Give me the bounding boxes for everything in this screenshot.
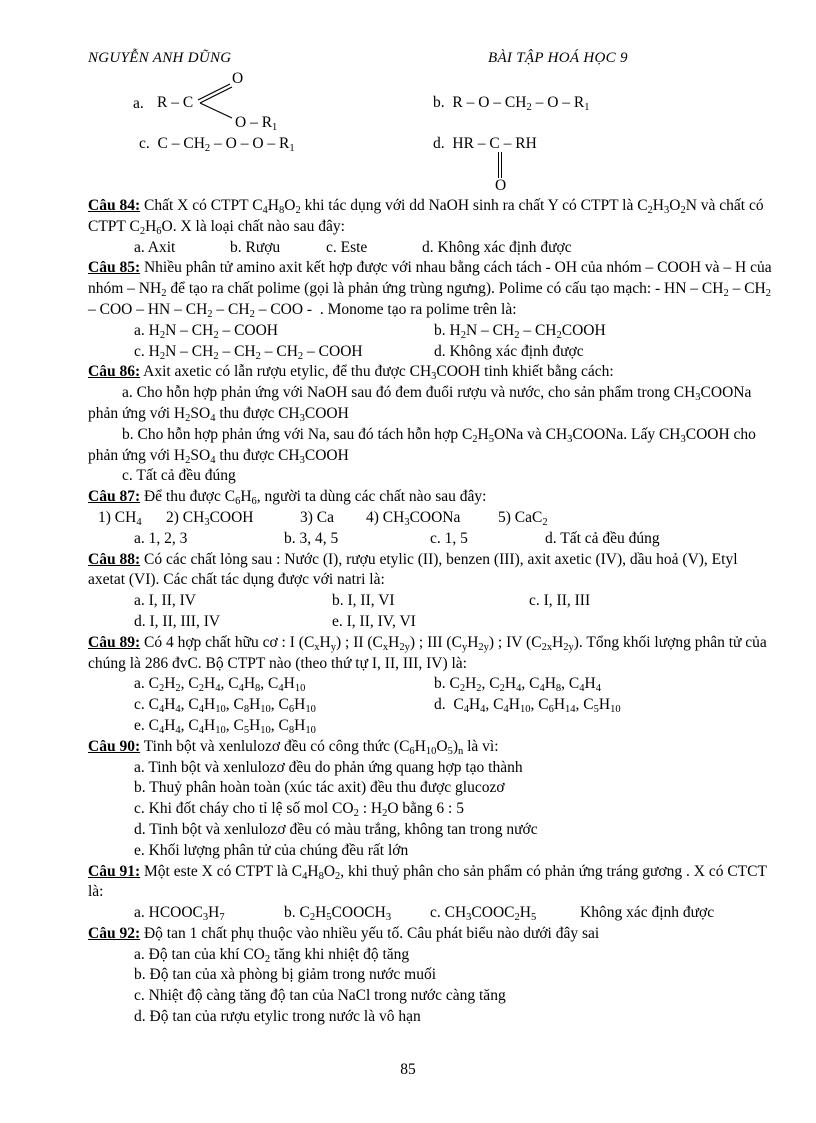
question-84: Câu 84: Chất X có CTPT $C_4H_8O_2$ khi tác dụng với dd NaOH sinh ra chất Y có CTPT là $C_2H_3O_2N$ và chất có CTPT $C_2H_6O$. X là loại chất nào sau đây: a. Axit b. Rượu c. Este d. Không xác định được <box>88 197 764 256</box>
question-89: Câu 89: Có 4 hợp chất hữu cơ : I $(C_xH_y)$ ; II $(C_xH_{2y})$ ; III $(C_yH_{2y})$ ; IV $(C_{2x}H_{2y})$. Tổng khối lượng phân tử của chúng là 286 đvC. Bộ CTPT nào (theo thứ tự I, II, III, IV) là: a. $C_2H_2$, $C_2H_4$, $C_4H_8$, $C_4H_{10}$ b. $C_2H_2$, $C_2H_4$, $C_4H_8$, $C_4H_4$ c. $C_4H_4$, $C_4H_{10}$, $C_8H_{10}$, $C_6H_{10}$ d. $C_4H_4$, $C_4H_{10}$, $C_6H_{14}$, $C_5H_{10}$ e. $C_4H_4$, $C_4H_{10}$, $C_5H_{10}$, $C_8H_{10}$ <box>88 633 767 736</box>
option-83b-formula: b. R – O – $CH_2$ – O – $R_1$ <box>433 94 590 113</box>
question-86: Câu 86: Axit axetic có lẫn rượu etylic, để thu được $CH_3COOH$ tinh khiết bằng cách: a. Cho hỗn hợp phản ứng với NaOH sau đó đem đuổi rượu và nước, cho sản phẩm trong $CH_3COONa$ phản ứng với $H_2SO_4$ thu được $CH_3COOH$ b. Cho hỗn hợp phản ứng với Na, sau đó tách hỗn hợp $C_2H_5ONa$ và $CH_3COONa$. Lấy $CH_3COOH$ cho phản ứng với $H_2SO_4$ thu được $CH_3COOH$ c. Tất cả đều đúng <box>88 363 756 485</box>
question-88: Câu 88: Có các chất lỏng sau : Nước (I), rượu etylic (II), benzen (III), axit axetic (IV), dầu hoả (V), Etyl axetat (VI). Các chất tác dụng được với natri là: a. I, II, IV b. I, II, VI c. I, II, III d. I, II, III, IV e. I, II, IV, VI <box>88 550 738 630</box>
question-91: Câu 91: Một este X có CTPT là $C_4H_8O_2$, khi thuỷ phân cho sản phẩm có phản ứng tráng gương . X có CTCT là: a. $HCOOC_3H_7$ b. $C_2H_5COOCH_3$ c. $CH_3COOC_2H_5$ Không xác định được <box>88 862 767 924</box>
question-87: Câu 87: Để thu được $C_6H_6$, người ta dùng các chất nào sau đây: 1) $CH_4$ 2) $CH_3COOH$ 3) Ca 4) $CH_3COONa$ 5) CaC$_2$ a. 1, 2, 3 b. 3, 4, 5 c. 1, 5 d. Tất cả đều đúng <box>88 488 660 547</box>
formula-oxygen: O <box>232 70 244 87</box>
question-90: Câu 90: Tinh bột và xenlulozơ đều có công thức $(C_6H_{10}O_5)_n$ là vì: a. Tinh bột và xenlulozơ đều do phản ứng quang hợp tạo thành b. Thuỷ phân hoàn toàn (xúc tác axit) đều thu được glucozơ c. Khi đốt cháy cho tỉ lệ số mol $CO_2$ : $H_2O$ bằng 6 : 5 d. Tinh bột và xenlulozơ đều có màu trắng, không tan trong nước e. Khối lượng phân tử của chúng đều rất lớn <box>88 737 538 859</box>
formula-text: R – C <box>157 94 194 111</box>
header-author: NGUYỄN ANH DŨNG <box>88 50 232 66</box>
question-85: Câu 85: Nhiều phân tử amino axit kết hợp được với nhau bằng cách tách - OH của nhóm – COOH và – H của nhóm – $NH_2$ để tạo ra chất polime (gọi là phản ứng trùng ngưng). Polime có cấu tạo mạch: - HN – $CH_2 - CH_2$ – COO – HN – $CH_2 - CH_2$ – COO - . Monome tạo ra polime trên là: a. $H_2N - CH_2$ – COOH b. $H_2N - CH_2$ – $CH_2COOH$ c. $H_2N - CH_2 - CH_2 - CH_2$ – COOH d. Không xác định được <box>88 259 772 362</box>
header-book-title: BÀI TẬP HOÁ HỌC 9 <box>488 50 628 66</box>
formula-ester-group: O – $R_1$ <box>235 114 278 133</box>
formula-bonds <box>196 82 238 122</box>
question-list <box>88 196 772 1028</box>
option-label: a. <box>133 95 144 112</box>
option-83c-formula: c. C – $CH_2$ – O – O – $R_1$ <box>139 135 295 154</box>
formula-oxygen: O <box>495 177 507 194</box>
formula-text: d. HR – C – RH <box>433 135 537 152</box>
double-bond-mark <box>498 152 502 178</box>
question-92: Câu 92: Độ tan 1 chất phụ thuộc vào nhiều yếu tố. Câu phát biểu nào dưới đây sai a. Độ tan của khí $CO_2$ tăng khi nhiệt độ tăng b. Độ tan của xà phòng bị giảm trong nước muối c. Nhiệt độ càng tăng độ tan của NaCl trong nước càng tăng d. Độ tan của rượu etylic trong nước là vô hạn <box>88 924 600 1026</box>
page-number: 85 <box>400 1061 416 1078</box>
